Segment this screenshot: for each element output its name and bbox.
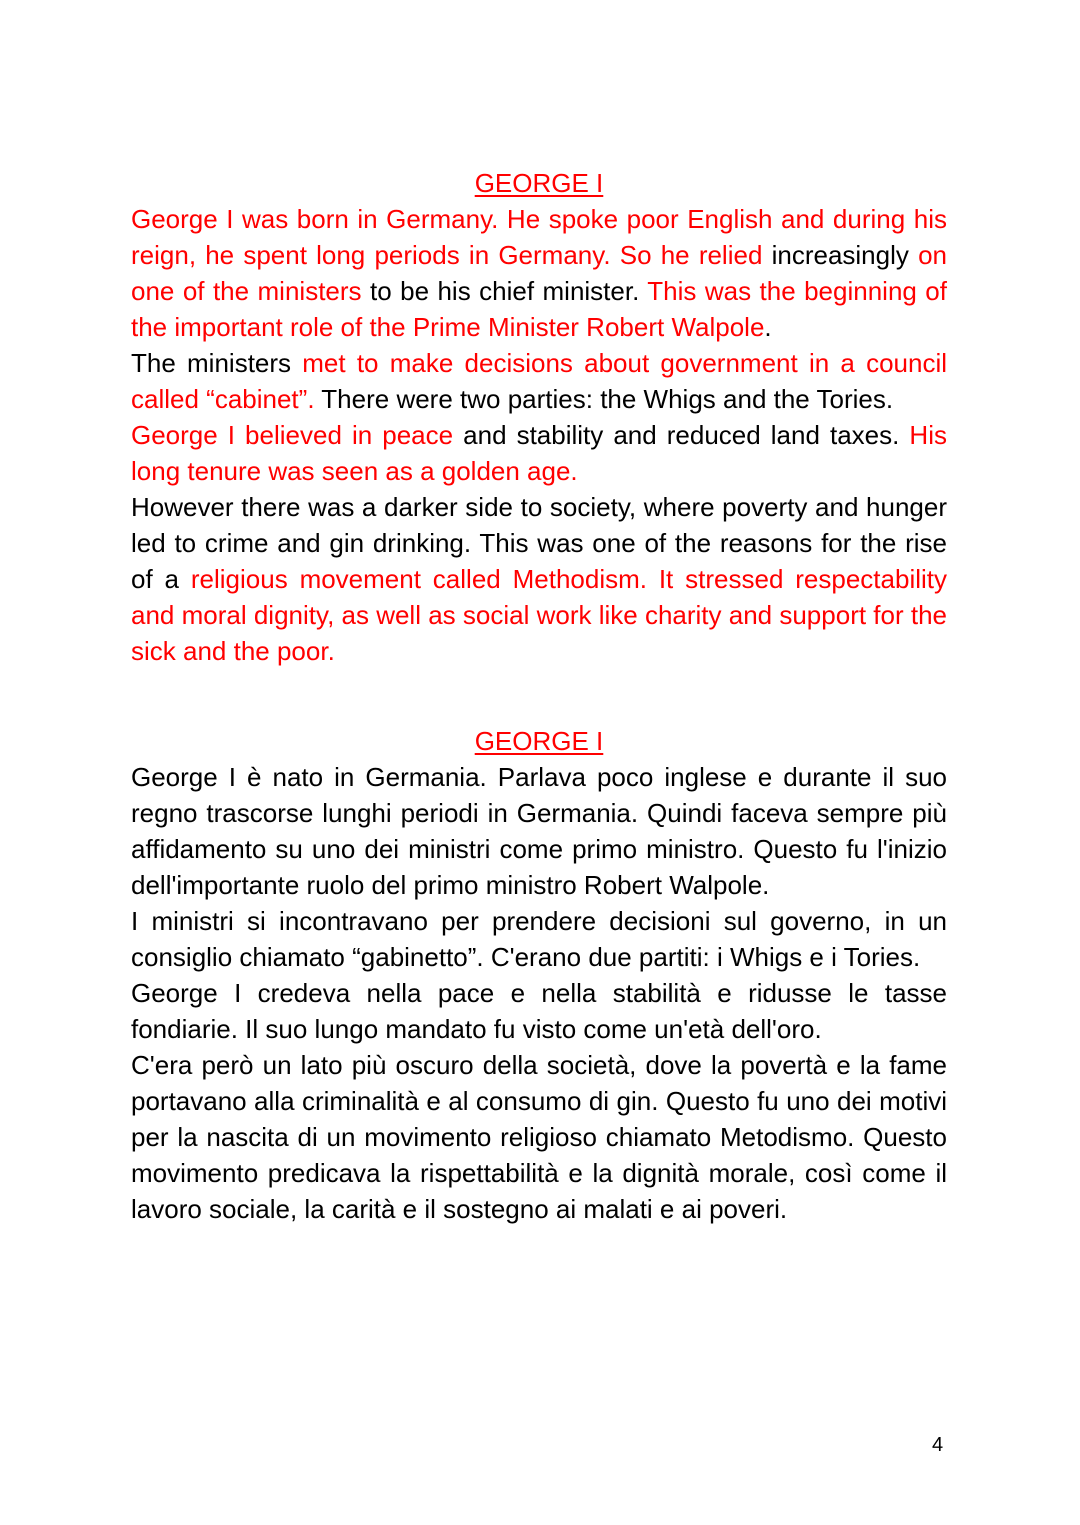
text-segment: on one of the ministers xyxy=(131,240,947,306)
text-segment: The ministers xyxy=(131,348,303,378)
english-paragraph-3 xyxy=(131,417,947,489)
english-paragraph-4 xyxy=(131,489,947,669)
english-title-text: GEORGE I xyxy=(474,168,604,198)
italian-paragraph-4: C'era però un lato più oscuro della società, dove la povertà e la fame portavano alla criminalità e al consumo di gin. Questo fu uno dei motivi per la nascita di un movimento religioso chiamato Metodismo. Questo movimento predicava la rispettabilità e la dignità morale, così come il lavoro sociale, la carità e il sostegno ai malati e ai poveri. xyxy=(131,1050,947,1224)
italian-title xyxy=(131,723,947,759)
italian-paragraph-1: George I è nato in Germania. Parlava poco inglese e durante il suo regno trascorse lunghi periodi in Germania. Quindi faceva sempre più affidamento su uno dei ministri come primo ministro. Questo fu l'inizio dell'importante ruolo del primo ministro Robert Walpole. xyxy=(131,762,947,900)
english-paragraph-2 xyxy=(131,345,947,417)
text-segment: religious movement called Methodism. It stressed respectability and moral dignity, as well as social work like charity and support for the sick and the poor. xyxy=(131,564,948,666)
italian-paragraph-2: I ministri si incontravano per prendere decisioni sul governo, in un consiglio chiamato “gabinetto”. C'erano due partiti: i Whigs e i Tories. xyxy=(131,906,947,972)
text-segment: His long tenure was seen as a golden age. xyxy=(131,420,947,486)
text-segment: However there was a darker side to society, where poverty and hunger led to crime and gin drinking. This was one of the reasons for the rise of a xyxy=(131,492,947,594)
italian-paragraph-3: George I credeva nella pace e nella stabilità e ridusse le tasse fondiarie. Il suo lungo mandato fu visto come un'età dell'oro. xyxy=(131,978,947,1044)
page-number: 4 xyxy=(932,1434,944,1456)
text-segment: to be his chief minister. xyxy=(361,276,648,306)
text-segment: This was the beginning of the important role of the Prime Minister Robert Walpole xyxy=(131,276,947,342)
text-segment: . xyxy=(764,312,772,342)
text-segment: increasingly xyxy=(771,240,919,270)
english-paragraph-1 xyxy=(131,201,947,345)
text-segment: George I was born in Germany. He spoke poor English and during his reign, he spent long periods in Germany. So he relied xyxy=(131,204,947,270)
text-segment: There were two parties: the Whigs and the Tories. xyxy=(314,384,894,414)
text-segment: George I believed in peace xyxy=(131,420,454,450)
english-section xyxy=(131,165,947,669)
italian-section xyxy=(131,723,947,1227)
italian-title-text: GEORGE I xyxy=(474,726,604,756)
text-segment: met to make decisions about government in a council called “cabinet”. xyxy=(131,348,948,414)
english-title xyxy=(131,165,947,201)
document-page xyxy=(131,165,947,1227)
text-segment: and stability and reduced land taxes. xyxy=(453,420,910,450)
